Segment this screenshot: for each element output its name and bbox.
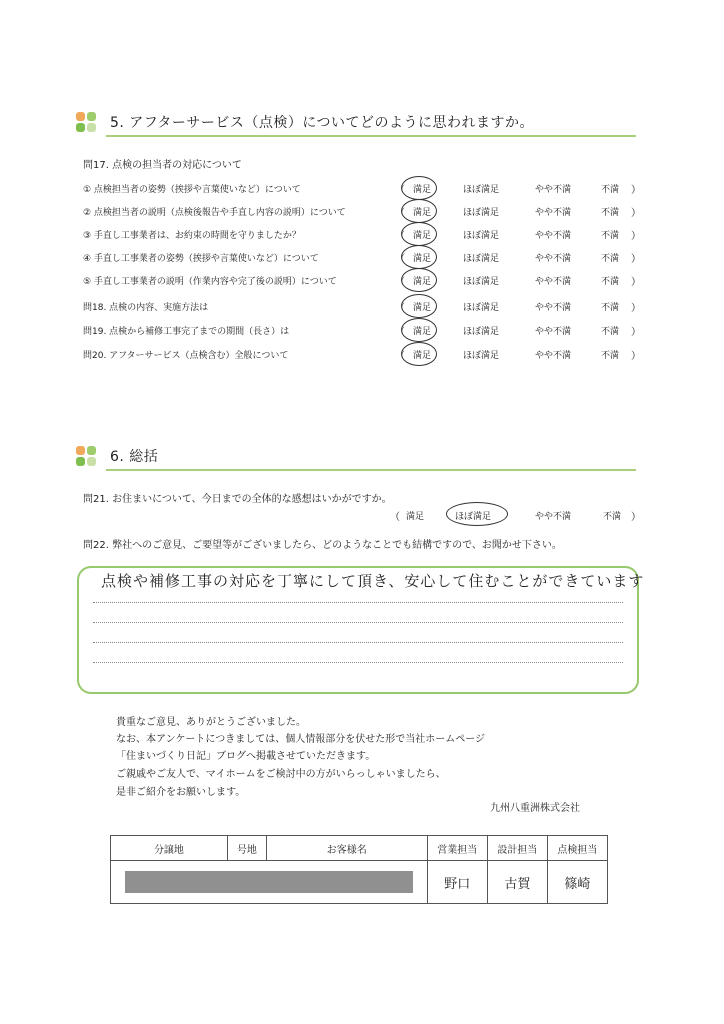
- paren-close: ）: [631, 327, 641, 338]
- ruled-line: [93, 622, 623, 623]
- selected-circle-mark: [401, 318, 437, 342]
- table-cell: 古賀: [487, 861, 547, 904]
- selected-circle-mark: [401, 222, 437, 246]
- paren-close: ）: [631, 303, 641, 314]
- q21-label: 問21. お住まいについて、今日までの全体的な感想はいかがですか。: [83, 494, 392, 505]
- question-label: 問20. アフターサービス（点検含む）全般について: [83, 351, 289, 361]
- question-label: 問19. 点検から補修工事完了までの期間（長さ）は: [83, 327, 290, 337]
- rating-option[interactable]: ほぼ満足: [463, 185, 500, 195]
- rating-option[interactable]: 満足: [413, 185, 432, 195]
- rating-option[interactable]: やや不満: [535, 327, 572, 337]
- rating-option[interactable]: やや不満: [535, 185, 572, 195]
- rating-option[interactable]: 満足: [413, 303, 432, 313]
- rating-row: [83, 226, 643, 244]
- selected-circle-mark: [446, 502, 508, 526]
- rating-option[interactable]: ほぼ満足: [463, 277, 500, 287]
- paren-open: （: [395, 277, 405, 288]
- rating-option[interactable]: 不満: [601, 327, 620, 337]
- q22-label: 問22. 弊社へのご意見、ご要望等がございましたら、どのようなことでも結構ですので、お聞かせ下さい。: [83, 540, 562, 551]
- thanks-line: ご親戚やご友人で、マイホームをご検討中の方がいらっしゃいましたら、: [116, 769, 446, 780]
- rating-option[interactable]: やや不満: [535, 254, 572, 264]
- table-header: 設計担当: [487, 836, 547, 861]
- rating-option[interactable]: ほぼ満足: [463, 231, 500, 241]
- q21-option[interactable]: ほぼ満足: [455, 512, 492, 522]
- question-label: 問18. 点検の内容、実施方法は: [83, 303, 209, 313]
- rating-option[interactable]: ほぼ満足: [463, 351, 500, 361]
- rating-row: [83, 180, 643, 198]
- paren-open: （: [395, 303, 405, 314]
- rating-option[interactable]: やや不満: [535, 231, 572, 241]
- paren-open: （: [395, 327, 405, 338]
- selected-circle-mark: [401, 268, 437, 292]
- rating-option[interactable]: やや不満: [535, 208, 572, 218]
- rating-option[interactable]: 不満: [601, 208, 620, 218]
- ruled-line: [93, 642, 623, 643]
- section-6-header: [76, 444, 636, 470]
- rating-option[interactable]: 不満: [601, 303, 620, 313]
- paren-open: （: [390, 512, 400, 523]
- rating-row: [83, 346, 643, 364]
- rating-option[interactable]: 満足: [413, 351, 432, 361]
- paren-open: （: [395, 254, 405, 265]
- paren-open: （: [395, 208, 405, 219]
- rating-option[interactable]: やや不満: [535, 351, 572, 361]
- table-header: 営業担当: [427, 836, 487, 861]
- rating-option[interactable]: 不満: [601, 277, 620, 287]
- rating-option[interactable]: 不満: [601, 185, 620, 195]
- rating-option[interactable]: 不満: [601, 351, 620, 361]
- section-5-header: [76, 110, 636, 136]
- thanks-line: 「住まいづくり日記」ブログへ掲載させていただきます。: [116, 751, 376, 762]
- rating-option[interactable]: やや不満: [535, 303, 572, 313]
- q17-title: 問17. 点検の担当者の対応について: [83, 160, 242, 171]
- selected-circle-mark: [401, 199, 437, 223]
- thanks-line: 是非ご紹介をお願いします。: [116, 787, 246, 798]
- section-divider: [106, 135, 636, 137]
- rating-row: [83, 249, 643, 267]
- rating-option[interactable]: ほぼ満足: [463, 208, 500, 218]
- paren-open: （: [395, 351, 405, 362]
- paren-close: ）: [631, 277, 641, 288]
- selected-circle-mark: [401, 176, 437, 200]
- paren-open: （: [395, 185, 405, 196]
- selected-circle-mark: [401, 245, 437, 269]
- rating-option[interactable]: 満足: [413, 277, 432, 287]
- redacted-customer-info: [111, 861, 428, 904]
- rating-option[interactable]: ほぼ満足: [463, 254, 500, 264]
- table-cell: 野口: [427, 861, 487, 904]
- rating-option[interactable]: 満足: [413, 208, 432, 218]
- table-header: お客様名: [266, 836, 427, 861]
- paren-close: ）: [631, 231, 641, 242]
- section-divider: [106, 469, 636, 471]
- paren-close: ）: [631, 208, 641, 219]
- company-name: 九州八重洲株式会社: [490, 803, 580, 814]
- rating-option[interactable]: 不満: [601, 231, 620, 241]
- question-label: ④ 手直し工事業者の姿勢（挨拶や言葉使いなど）について: [83, 254, 319, 264]
- paren-close: ）: [631, 351, 641, 362]
- question-label: ① 点検担当者の姿勢（挨拶や言葉使いなど）について: [83, 185, 301, 195]
- section-6-title: 6. 総括: [110, 449, 159, 465]
- rating-row: [83, 203, 643, 221]
- comment-box[interactable]: [77, 566, 645, 694]
- table-header: 点検担当: [547, 836, 607, 861]
- section-5-title: 5. アフターサービス（点検）についてどのように思われますか。: [110, 115, 535, 131]
- question-label: ⑤ 手直し工事業者の説明（作業内容や完了後の説明）について: [83, 277, 337, 287]
- q21-option[interactable]: 不満: [603, 512, 622, 522]
- paren-close: ）: [631, 185, 641, 196]
- table-header: 分譲地: [111, 836, 228, 861]
- rating-option[interactable]: ほぼ満足: [463, 303, 500, 313]
- thanks-line: 貴重なご意見、ありがとうございました。: [116, 717, 306, 728]
- q21-option[interactable]: やや不満: [535, 512, 572, 522]
- staff-table: [110, 835, 608, 904]
- rating-option[interactable]: 不満: [601, 254, 620, 264]
- rating-option[interactable]: ほぼ満足: [463, 327, 500, 337]
- rating-option[interactable]: 満足: [413, 254, 432, 264]
- rating-option[interactable]: 満足: [413, 231, 432, 241]
- redaction-bar: [125, 871, 413, 893]
- thanks-line: なお、本アンケートにつきましては、個人情報部分を伏せた形で当社ホームページ: [116, 734, 485, 745]
- selected-circle-mark: [401, 342, 437, 366]
- table-header: 号地: [227, 836, 266, 861]
- rating-row: [83, 272, 643, 290]
- ruled-line: [93, 602, 623, 603]
- question-label: ③ 手直し工事業者は、お約束の時間を守りましたか？: [83, 231, 301, 241]
- paren-close: ）: [631, 254, 641, 265]
- selected-circle-mark: [401, 294, 437, 318]
- thanks-message: [116, 713, 596, 813]
- q21-options: [83, 507, 643, 525]
- rating-row: [83, 322, 643, 340]
- handwritten-comment: 点検や補修工事の対応を丁寧にして頂き、安心して住むことができています: [101, 572, 645, 590]
- section-bullet-icon: [76, 112, 98, 134]
- paren-open: （: [395, 231, 405, 242]
- q21-option[interactable]: 満足: [406, 512, 425, 522]
- table-cell: 篠崎: [547, 861, 607, 904]
- rating-row: [83, 298, 643, 316]
- ruled-line: [93, 662, 623, 663]
- rating-option[interactable]: やや不満: [535, 277, 572, 287]
- question-label: ② 点検担当者の説明（点検後報告や手直し内容の説明）について: [83, 208, 346, 218]
- rating-option[interactable]: 満足: [413, 327, 432, 337]
- section-bullet-icon: [76, 446, 98, 468]
- paren-close: ）: [631, 512, 641, 523]
